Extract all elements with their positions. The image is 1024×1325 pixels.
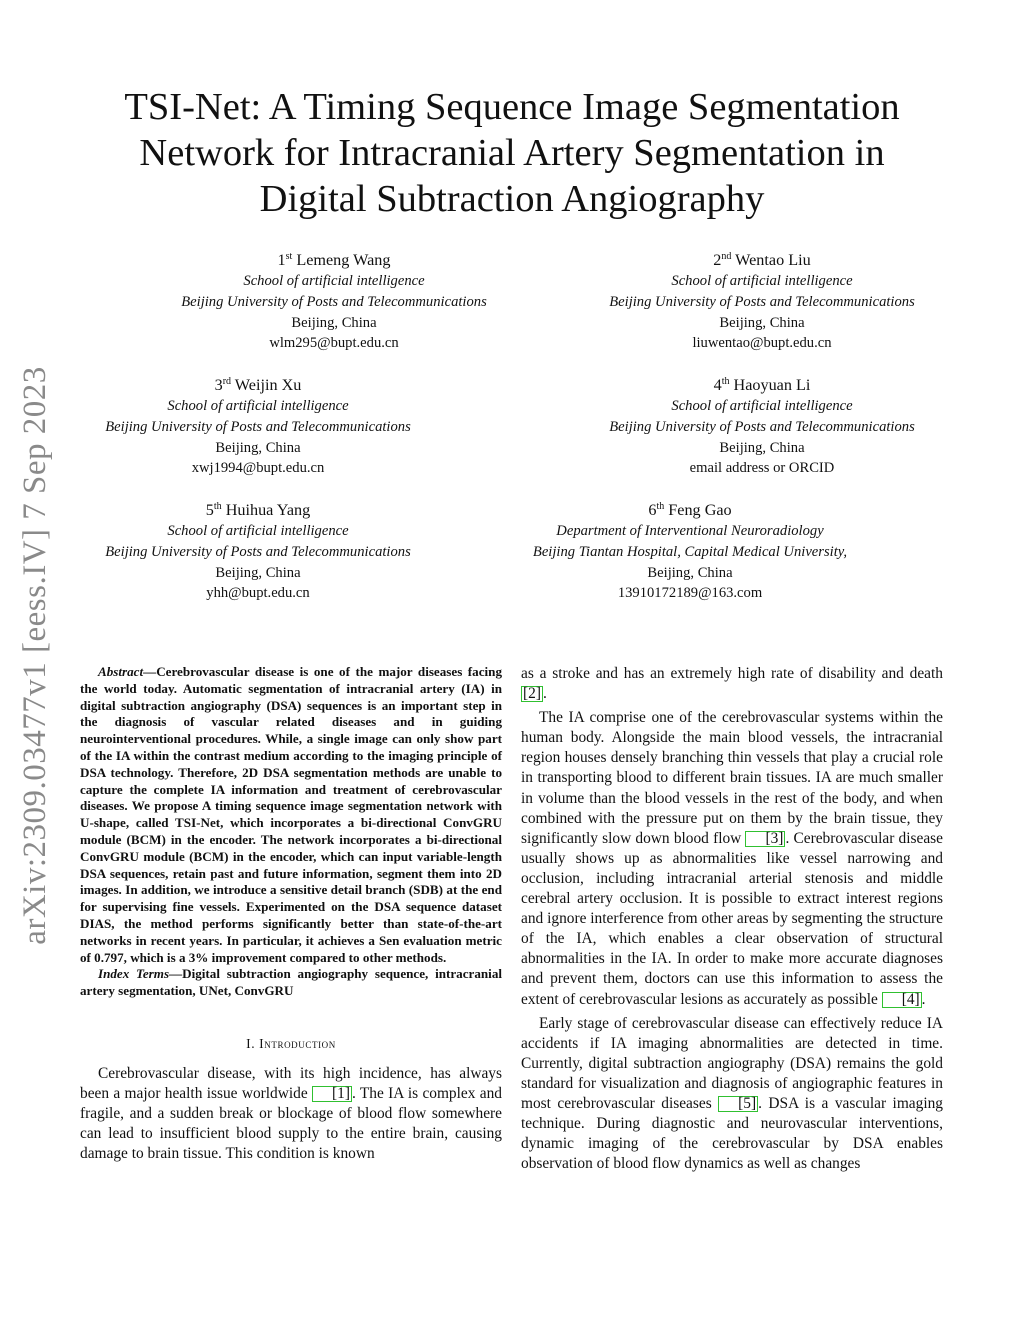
author-city: Beijing, China [215,439,301,456]
section-heading-introduction [80,1034,502,1054]
author-email: wlm295@bupt.edu.cn [269,335,399,352]
author-email: xwj1994@bupt.edu.cn [191,460,325,477]
author-city: Beijing, China [719,314,805,331]
citation-link[interactable]: [5] [718,1096,758,1112]
citation-link[interactable]: [1] [312,1086,352,1102]
title-line-2: Network for Intracranial Artery Segmentation in [139,132,885,174]
paragraph-text: as a stroke and has an extremely high rate of disability and death [521,665,943,682]
abstract [80,664,502,966]
index-terms-text: —Digital subtraction angiography sequence, intracranial artery segmentation, UNet, ConvGRU [80,966,503,999]
author-city: Beijing, China [215,564,301,581]
author-ordinal: 2 [713,251,722,269]
author-email: liuwentao@bupt.edu.cn [692,335,832,352]
abstract-text: —Cerebrovascular disease is one of the major diseases facing the world today. Automatic segmentation of intracranial artery (IA) in digital subtraction angiography (DSA) sequences is an important step in the diagnosis of vascular related diseases and in guiding neurointerventional procedures. While, a single image can only show part of the IA within the contrast medium according to the imaging principle of DSA technology. Therefore, 2D DSA segmentation methods are unable to capture the complete IA information and treatment of cerebrovascular diseases. We propose A timing sequence image segmentation network with U-shape, called TSI-Net, which incorporates a bi-directional ConvGRU module (BCM) in the encoder. The network incorporates a bi-directional ConvGRU module (BCM) in the encoder, which can input variable-length DSA sequences, retain past and future information, segment them into 2D images. In addition, we introduce a sensitive detail branch (SDB) at the end for supervising fine vessels. Experimented on the DSA sequence dataset DIAS, the method performs significantly better than state-of-the-art networks in recent years. In particular, it achieves a Sen evaluation metric of 0.797, which is a 3% improvement compared to other methods. [80,664,502,965]
author-department: School of artificial intelligence [671,398,853,414]
author-name-line [580,250,944,271]
author-block-6 [500,500,880,604]
author-ordinal-suffix: th [213,501,222,512]
citation-link[interactable]: [2] [523,685,541,703]
right-column [521,664,943,1174]
author-block-1 [152,250,516,354]
author-email: yhh@bupt.edu.cn [206,585,310,602]
paragraph-text: Cerebrovascular disease, with its high incidence, has always been a major health issue worldwide [80,1065,502,1103]
author-city: Beijing, China [647,564,733,581]
author-block-5 [76,500,440,604]
author-name-line [580,375,944,396]
author-organization: Beijing Tiantan Hospital, Capital Medical University, [532,543,848,560]
author-ordinal: 1 [277,251,286,269]
author-ordinal: 4 [713,376,722,394]
left-column [80,664,502,1165]
author-ordinal-suffix: nd [721,251,732,262]
abstract-label: Abstract [98,664,144,679]
intro-paragraph-1 [80,1064,502,1164]
author-organization: Beijing University of Posts and Telecommunications [609,293,915,310]
author-ordinal-suffix: th [721,376,730,387]
author-ordinal: 5 [205,501,214,519]
author-organization: Beijing University of Posts and Telecommunications [105,543,411,560]
arxiv-identifier-stamp [0,365,70,945]
author-department: School of artificial intelligence [243,273,425,289]
author-name: Weijin Xu [234,376,302,394]
author-name-line [76,500,440,521]
paragraph-text: . [921,990,926,1008]
author-ordinal: 3 [214,376,223,394]
paragraph-text: . Cerebrovascular disease usually shows up as abnormalities like vessel narrowing and occlusion, including intracranial arterial stenosis and middle cerebral artery occlusion. It is possible to extract interest regions and ignore interference from other areas by segmenting the structure of the IA, which enables a clear observation of structural abnormalities in the IA. In order to make more accurate diagnoses and prevent them, doctors can use this information to assess the extent of cerebrovascular lesions as accurately as possible [521,829,943,1008]
section-title: Introduction [259,1035,336,1051]
intro-paragraph-2 [521,708,943,1009]
paragraph-text: . DSA is a vascular imaging technique. During diagnostic and neurovascular interventions, dynamic imaging of the cerebrovascular by DSA enables observation of blood flow dynamics as well as changes [521,1094,943,1173]
author-department: Department of Interventional Neuroradiology [556,523,824,539]
arxiv-identifier-text: arXiv:2309.03477v1 [eess.IV] 7 Sep 2023 [16,365,53,945]
author-department: School of artificial intelligence [167,398,349,414]
author-name-line [152,250,516,271]
intro-paragraph-3 [521,1014,943,1175]
author-department: School of artificial intelligence [167,523,349,539]
author-name: Wentao Liu [735,251,811,269]
author-name: Feng Gao [668,501,732,519]
author-organization: Beijing University of Posts and Telecommunications [105,418,411,435]
author-name: Huihua Yang [225,501,311,519]
author-name: Haoyuan Li [733,376,811,394]
citation-link[interactable]: [3] [745,831,785,847]
paragraph-text: The IA comprise one of the cerebrovascular systems within the human body. Alongside the main blood vessels, the intracranial region houses densely branching thin vessels that play a crucial role in transporting blood to different brain tissues. IA are much smaller in volume than the blood vessels in the rest of the body, and when combined with the pressure put on them by the brain tissue, they significantly slow down blood flow [521,709,943,847]
author-block-4 [580,375,944,479]
author-organization: Beijing University of Posts and Telecommunications [609,418,915,435]
author-block-3 [76,375,440,479]
title-line-3: Digital Subtraction Angiography [259,178,765,220]
author-name-line [76,375,440,396]
citation-link[interactable]: [4] [882,992,922,1008]
author-department: School of artificial intelligence [671,273,853,289]
title-line-1: TSI-Net: A Timing Sequence Image Segmentation [124,86,900,128]
author-city: Beijing, China [291,314,377,331]
intro-paragraph-1-continued [521,664,943,704]
section-number: I. [246,1035,256,1051]
author-ordinal-suffix: rd [222,376,232,387]
author-city: Beijing, China [719,439,805,456]
paper-title [80,84,944,222]
author-email: 13910172189@163.com [617,585,763,602]
author-ordinal: 6 [648,501,657,519]
author-contact: email address or ORCID [689,460,835,477]
index-terms-label: Index Terms [98,966,170,982]
author-ordinal-suffix: st [285,251,293,262]
paragraph-text: . [542,685,547,703]
paragraph-text: Early stage of cerebrovascular disease can effectively reduce IA accidents if IA imaging abnormalities are detected in time. Currently, digital subtraction angiography (DSA) remains the gold standard for visualization and diagnosis of angiographic features in most cerebrovascular diseases [521,1014,943,1112]
index-terms [80,966,502,1000]
author-name: Lemeng Wang [296,251,391,269]
author-organization: Beijing University of Posts and Telecommunications [181,293,487,310]
author-block-2 [580,250,944,354]
paragraph-text: . The IA is complex and fragile, and a sudden break or blockage of blood flow somewhere can lead to insufficient blood supply to the entire brain, causing damage to brain tissue. This condition is known [80,1085,502,1163]
author-name-line [500,500,880,521]
author-ordinal-suffix: th [656,501,665,512]
